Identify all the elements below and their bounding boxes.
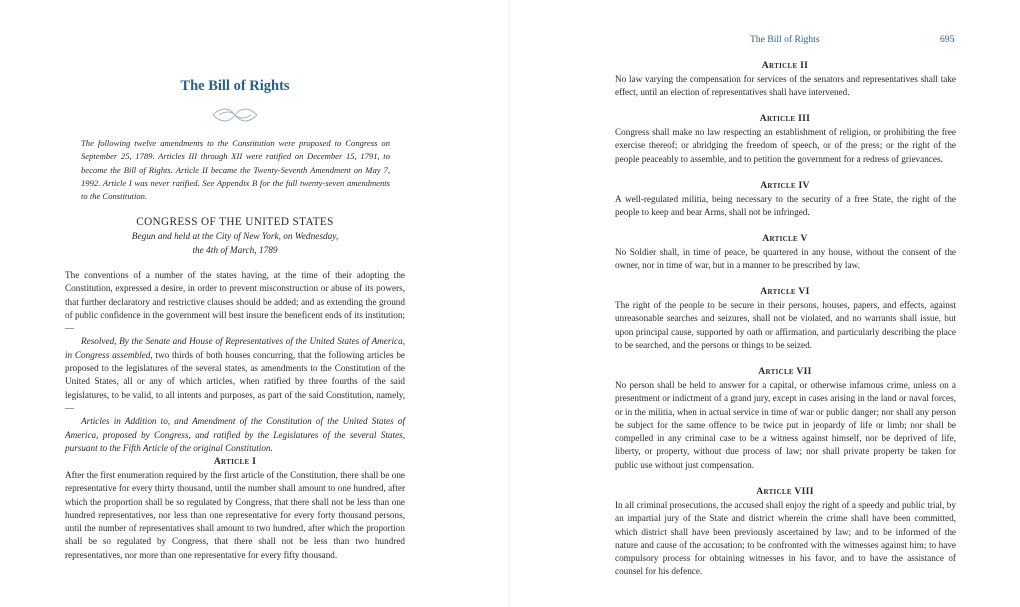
article-heading: Article VIII bbox=[756, 486, 814, 497]
page-number: 695 bbox=[940, 34, 955, 45]
article-1-text: After the first enumeration required by the first article of the Constitution, there shall be one representative for every thirty thousand, until the number shall amount to one hundred, after which the proportion shall be so regulated by Congress, that there shall not be less than one hundred representatives, nor less than one representative for every forty thousand persons, until the number of representatives shall amount to two hundred, after which the proportion shall be so regulated by Congress, that there shall not be less than two hundred representatives, nor more than one representative for every fifty thousand. bbox=[65, 470, 405, 560]
resolved-paragraph bbox=[65, 335, 405, 415]
congress-subheading bbox=[65, 231, 405, 258]
resolved-italic: Resolved, By the Senate and House of Representatives of the United States of America, in Congress assembled, bbox=[65, 336, 405, 360]
article-text: The right of the people to be secure in their persons, houses, papers, and effects, against unreasonable searches and seizures, shall not be violated, and no warrants shall issue, but upon principal cause, supported by oath or affirmation, and particularly describing the place to be searched, and the persons or things to be seized. bbox=[615, 300, 956, 350]
preamble-paragraph: The conventions of a number of the states having, at the time of their adopting the Constitution, expressed a desire, in order to prevent misconstruction or abuse of its powers, that further declaratory and restrictive clauses should be added; and as extending the ground of public confidence in the government will best insure the beneficent ends of its institution;— bbox=[65, 270, 405, 334]
article-heading: Article IV bbox=[760, 180, 810, 191]
article-heading: Article II bbox=[761, 60, 809, 71]
intro-note: The following twelve amendments to the Constitution were proposed to Congress on September 25, 1789. Articles III through XII were ratified on December 15, 1791, to become the Bill of Rights. Article II became the Twenty-Seventh Amendment on May 7, 1992. Article I was never ratified. See Appendix B for the full twenty-seven amendments to the Constitution. bbox=[81, 138, 390, 202]
congress-sub-line-2: the 4th of March, 1789 bbox=[192, 245, 278, 256]
article-heading: Article V bbox=[762, 233, 808, 244]
running-title: The Bill of Rights bbox=[750, 34, 820, 45]
articles-in-addition-paragraph: Articles in Addition to, and Amendment of the Constitution of the United States of America, proposed by Congress, and ratified by the Legislatures of the several States, pursuant to the Fifth Article of the original Constitution. bbox=[65, 416, 405, 453]
preamble-block bbox=[65, 269, 405, 455]
resolved-rest: two thirds of both houses concurring, that the following articles be proposed to the legislatures of the several states, as amendments to the Constitution of the United States, all or any of which articles, when ratified by three fourths of the said legislatures, to be valid, to all intents and purposes, as part of the said Constitution, namely,— bbox=[65, 349, 405, 413]
article-text: No Soldier shall, in time of peace, be quartered in any house, without the consent of the owner, nor in time of war, but in a manner to be prescribed by law. bbox=[615, 247, 956, 271]
article-text: No person shall be held to answer for a capital, or otherwise infamous crime, unless on a presentment or indictment of a grand jury, except in cases arising in the land or naval forces, or in the militia, when in actual service in time of war or public danger; nor shall any person be subject for the same offence to be twice put in jeopardy of life or limb; nor shall be compelled in any criminal case to be a witness against himself, nor be deprived of life, liberty, or property, without due process of law; nor shall private property be taken for public use without just compensation. bbox=[615, 380, 956, 470]
article-heading: Article I bbox=[213, 456, 257, 467]
article-text: In all criminal prosecutions, the accused shall enjoy the right of a speedy and public trial, by an impartial jury of the State and district wherein the crime shall have been committed, which district shall have been previously ascertained by law; and to be informed of the nature and cause of the accusation; to be confronted with the witnesses against him; to have compulsory process for obtaining witnesses in his favor, and to have the assistance of counsel for his defence. bbox=[615, 500, 956, 577]
right-page bbox=[510, 0, 1020, 607]
article-heading: Article VI bbox=[760, 286, 810, 297]
congress-sub-line-1: Begun and held at the City of New York, on Wednesday, bbox=[131, 232, 339, 242]
article-text: Congress shall make no law respecting an establishment of religion, or prohibiting the free exercise thereof; or abridging the freedom of speech, or of the press; or the right of the people peaceably to assemble, and to petition the government for a redress of grievances. bbox=[615, 127, 956, 164]
article-text: A well-regulated militia, being necessary to the security of a free State, the right of the people to keep and bear Arms, shall not be infringed. bbox=[615, 194, 956, 218]
article-text: No law varying the compensation for services of the senators and representatives shall take effect, until an election of representatives shall have intervened. bbox=[615, 74, 956, 98]
congress-heading: CONGRESS OF THE UNITED STATES bbox=[136, 216, 334, 228]
page-title: The Bill of Rights bbox=[180, 78, 290, 94]
article-heading: Article III bbox=[759, 113, 811, 124]
flourish-ornament-icon bbox=[211, 104, 259, 126]
article-heading: Article VII bbox=[758, 366, 812, 377]
